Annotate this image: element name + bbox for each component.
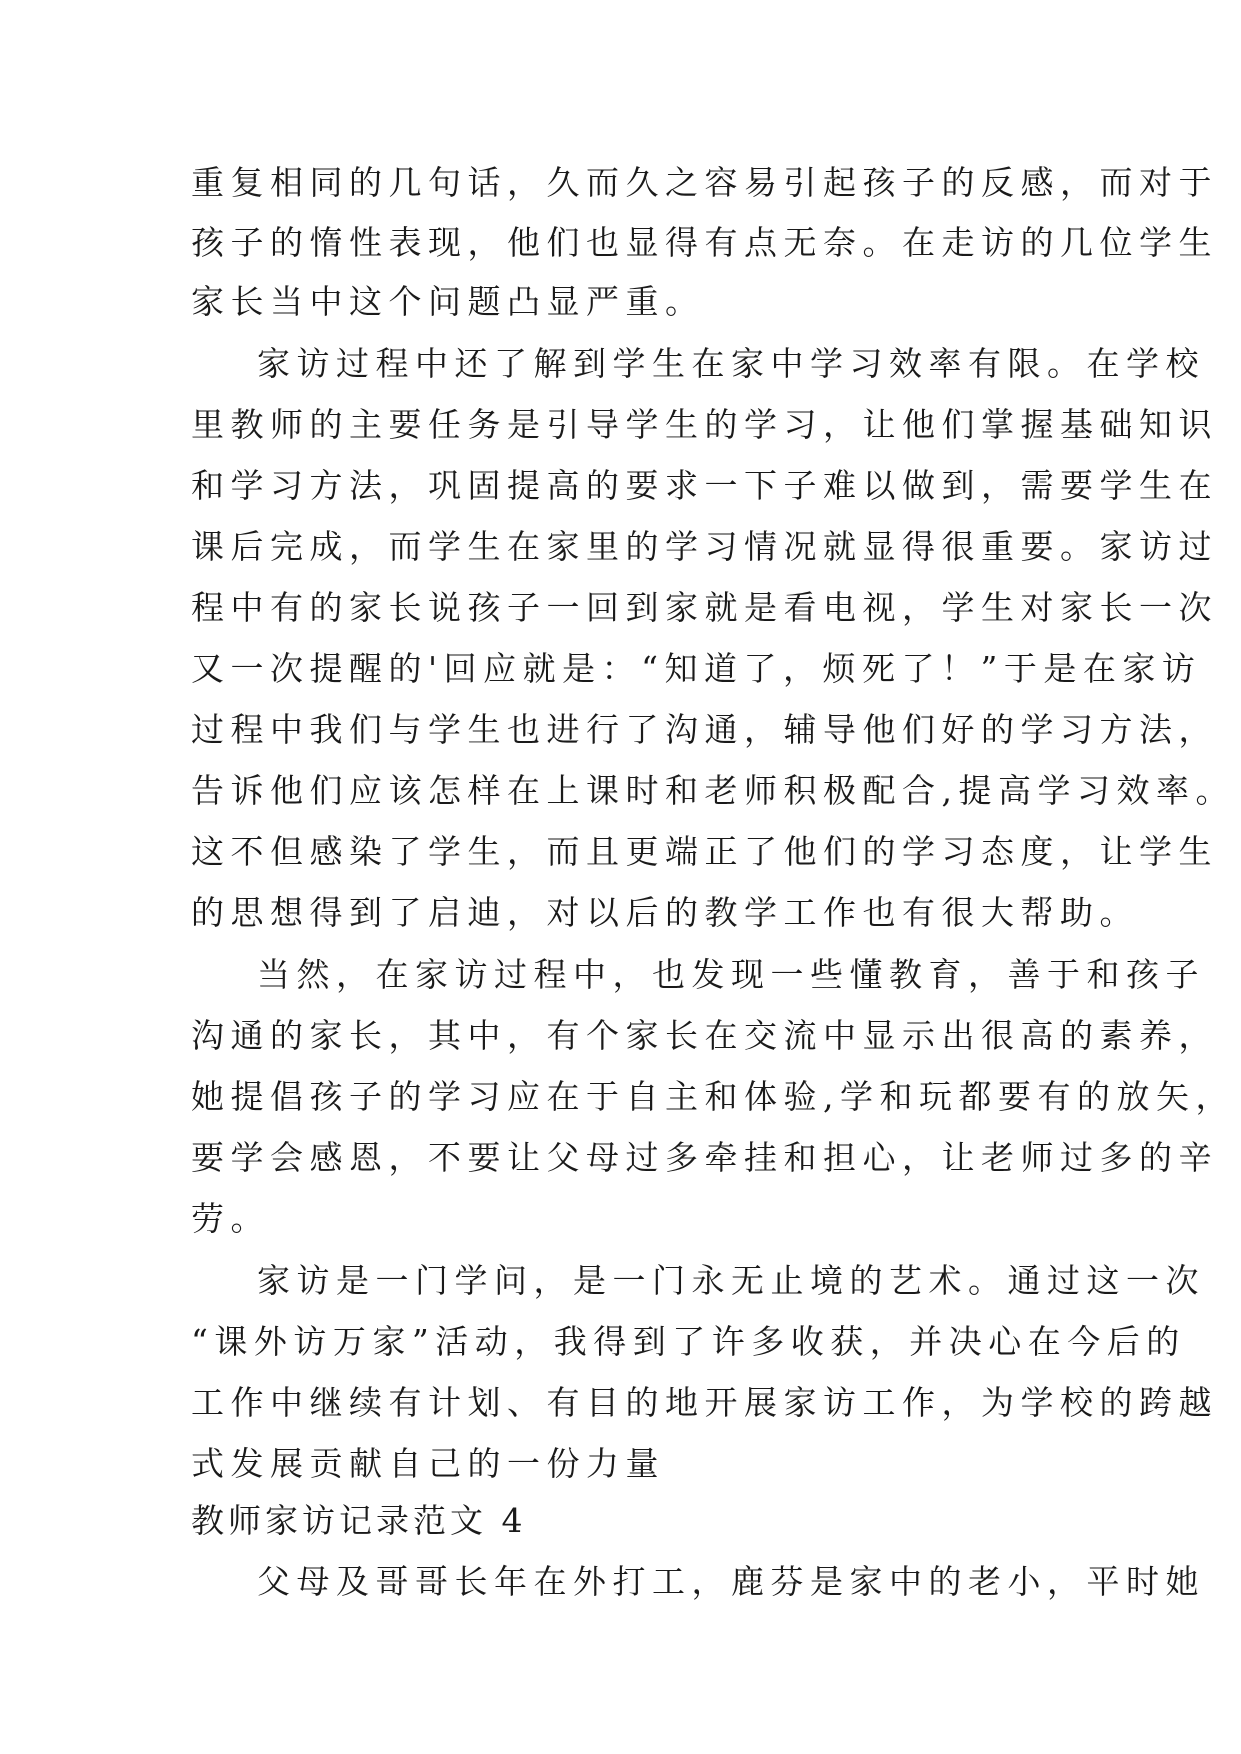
text-line: 重复相同的几句话，久而久之容易引起孩子的反感，而对于: [191, 163, 1218, 202]
text-line: 要学会感恩，不要让父母过多牵挂和担心，让老师过多的辛: [191, 1138, 1218, 1177]
text-line: 和学习方法，巩固提高的要求一下子难以做到，需要学生在: [191, 466, 1218, 505]
text-line: 又一次提醒的'回应就是：“知道了，烦死了！”于是在家访: [191, 649, 1202, 688]
text-line: “课外访万家”活动，我得到了许多收获，并决心在今后的: [191, 1322, 1186, 1361]
text-line: 告诉他们应该怎样在上课时和老师积极配合,提高学习效率。: [191, 771, 1235, 810]
text-line: 课后完成，而学生在家里的学习情况就显得很重要。家访过: [191, 527, 1218, 566]
text-line: 程中有的家长说孩子一回到家就是看电视，学生对家长一次: [191, 588, 1218, 627]
text-line: 工作中继续有计划、有目的地开展家访工作，为学校的跨越: [191, 1383, 1218, 1422]
paragraph-start-line: 当然，在家访过程中，也发现一些懂教育，善于和孩子: [257, 955, 1205, 994]
paragraph-start-line: 父母及哥哥长年在外打工，鹿芬是家中的老小，平时她: [257, 1562, 1205, 1601]
text-line: 过程中我们与学生也进行了沟通，辅导他们好的学习方法，: [191, 710, 1218, 749]
text-line: 式发展贡献自己的一份力量: [191, 1444, 665, 1483]
text-line: 这不但感染了学生，而且更端正了他们的学习态度，让学生: [191, 832, 1218, 871]
paragraph-start-line: 家访过程中还了解到学生在家中学习效率有限。在学校: [257, 344, 1205, 383]
section-heading: 教师家访记录范文 4: [191, 1501, 527, 1540]
text-line: 的思想得到了启迪，对以后的教学工作也有很大帮助。: [191, 893, 1139, 932]
text-line: 劳。: [191, 1199, 270, 1238]
text-line: 沟通的家长，其中，有个家长在交流中显示出很高的素养，: [191, 1016, 1218, 1055]
text-line: 里教师的主要任务是引导学生的学习，让他们掌握基础知识: [191, 405, 1218, 444]
paragraph-start-line: 家访是一门学问，是一门永无止境的艺术。通过这一次: [257, 1261, 1205, 1300]
text-line: 她提倡孩子的学习应在于自主和体验,学和玩都要有的放矢，: [191, 1077, 1235, 1116]
text-line: 家长当中这个问题凸显严重。: [191, 282, 705, 321]
text-line: 孩子的惰性表现，他们也显得有点无奈。在走访的几位学生: [191, 223, 1218, 262]
